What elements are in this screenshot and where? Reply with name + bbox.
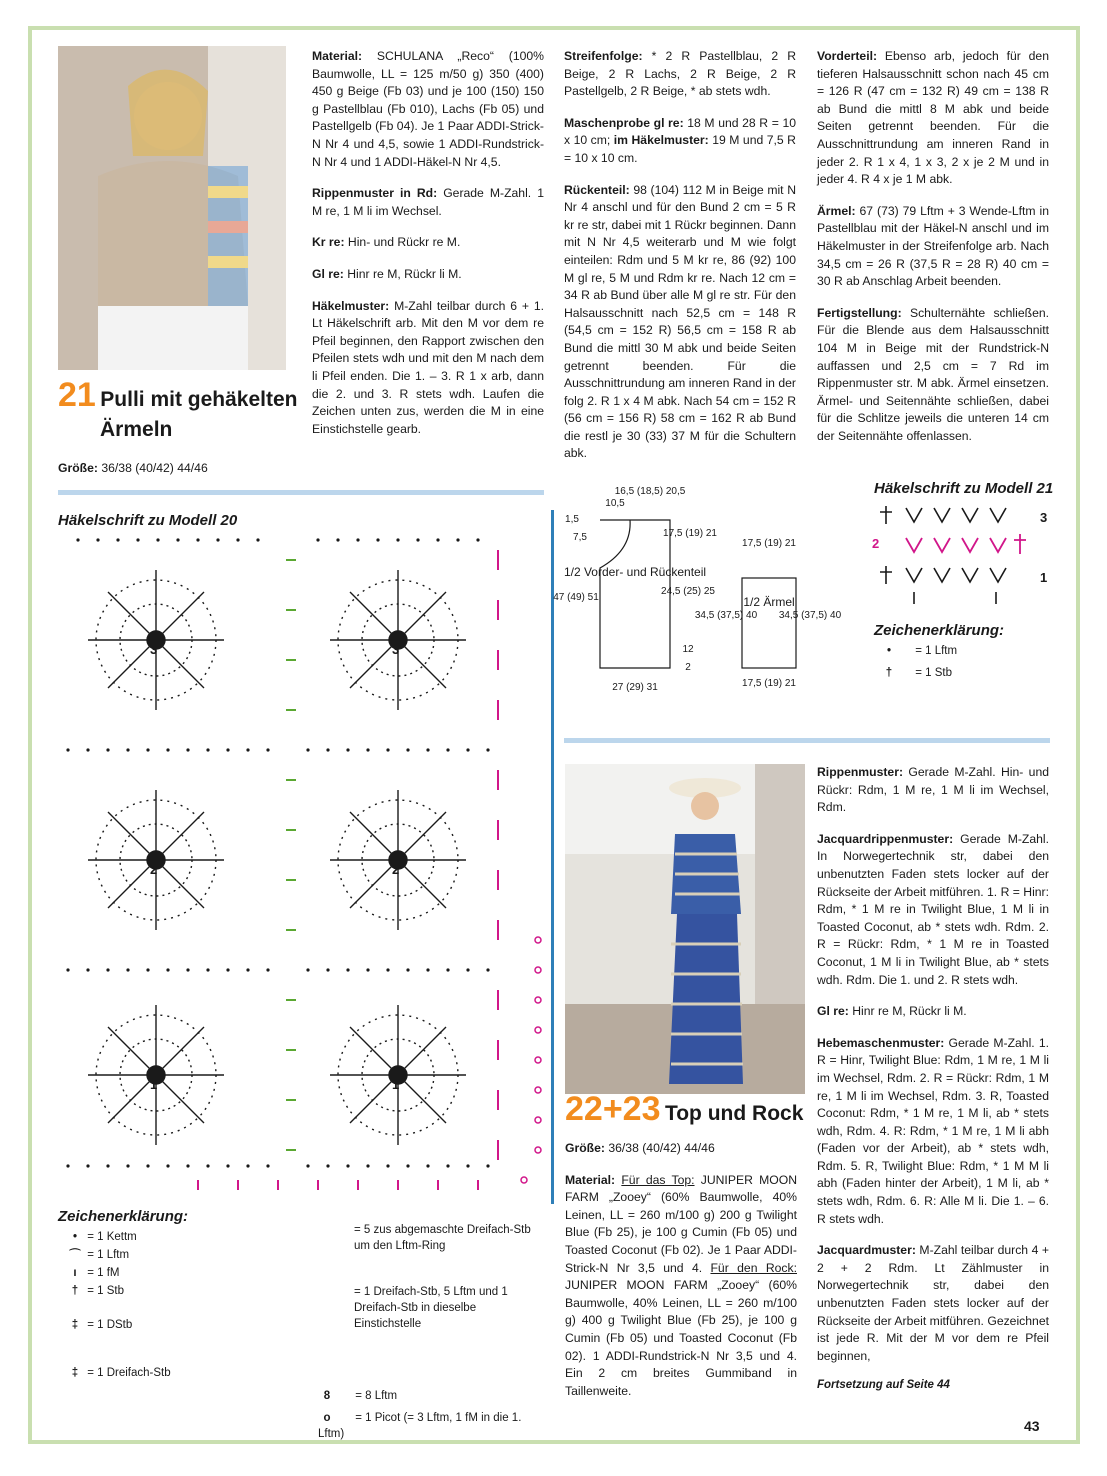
streifen-label: Streifenfolge:	[564, 49, 643, 63]
flower-mid-right	[330, 790, 466, 930]
legend-dreifach-group: = 1 Dreifach-Stb, 5 Lftm und 1 Dreifach-Stb in dieselbe Einstichstelle	[354, 1286, 508, 1330]
jacquardrippen-label: Jacquardrippenmuster:	[817, 831, 954, 846]
divider-right	[564, 738, 1050, 743]
schematic-diagram	[553, 480, 842, 710]
rippen-text: Gerade M-Zahl. 1 M re, 1 M li im Wechsel.	[312, 186, 544, 218]
legend-fm: ı = 1 fM	[73, 1267, 120, 1279]
jacquard-text: M-Zahl teilbar durch 4 + 2 + 2 Rdm. Lt Zählmuster in Norwegertechnik str, dabei den unbenutzten Faden stets locker auf der Rückseite der Arbeit mitführen. Gezeichnet ist jede R. Mit der M vor dem re Pfeil beginnen,	[817, 1243, 1049, 1363]
flower-top-right	[330, 570, 466, 710]
model22-gl-text: Hinr re M, Rückr li M.	[852, 1004, 967, 1019]
maschenprobe-text2: 19 M und 7,5 R = 10 x 10 cm.	[564, 133, 796, 165]
chart21-legend	[880, 640, 1040, 684]
model22-gl-label: Gl re:	[817, 1004, 849, 1019]
chart20-picots	[521, 937, 541, 1183]
dim-sleeve-top: 17,5 (19) 21	[742, 538, 796, 549]
fertig-label: Fertigstellung:	[817, 305, 902, 320]
divider-vertical	[551, 510, 554, 1204]
model22-col3	[565, 1140, 797, 1400]
model21-size-label: Größe:	[58, 461, 98, 475]
model21-title-line2: Ärmeln	[100, 418, 173, 441]
model21-col4	[817, 48, 1049, 459]
gl-text: Hinr re M, Rückr li M.	[347, 266, 462, 281]
kr-label: Kr re:	[312, 235, 345, 250]
model22-photo	[565, 764, 805, 1094]
chart21-legend-title: Zeichenerklärung:	[874, 622, 1005, 639]
dim-right-top: 17,5 (19) 21	[663, 528, 717, 539]
maschenprobe-label: Maschenprobe gl re:	[564, 115, 684, 130]
model21-col2	[312, 48, 544, 452]
material-label: Material:	[312, 49, 363, 63]
model21-size-value: 36/38 (40/42) 44/46	[101, 461, 208, 475]
legend-picot: o = 1 Picot (= 3 Lftm, 1 fM in die 1. Lftm)	[318, 1412, 522, 1440]
material-top-text: JUNIPER MOON FARM „Zooey“ (60% Baumwolle, 40% Leinen, LL = 260 m/100 g) 200 g Twilight Blue (Fb 25), je 100 g Cumin (Fb 05) und Toasted Coconut (Fb 02). Je 1 Paar ADDI-Strick-N Nr 3,5 und 4.	[565, 1172, 797, 1275]
aermel-text: 67 (73) 79 Lftm + 3 Wende-Lftm in Pastellblau mit der Häkel-N anschl und im Häkelmuster in der Streifenfolge arb. Nach 34,5 cm = 26 R (37,5 R = 28 R) 40 cm = 30 R ab Anschlag Arbeit beenden.	[817, 203, 1049, 289]
jacquard-label: Jacquardmuster:	[817, 1243, 916, 1258]
chart20-legend-right	[318, 1222, 544, 1442]
haekel-text: M-Zahl teilbar durch 6 + 1. Lt Häkelschrift arb. Mit den M vor dem re Pfeil beginnen, den Rapport zwischen den Pfeilen stets wdh und mit den M nach dem li Pfeil enden. Die 1. – 3. R 1 x arb, dann die 2. und 3. R stets wdh. Laufen die Zeichen unten zus, werden die M in eine Einstichstelle gearb.	[312, 298, 545, 436]
ruecken-text: 98 (104) 112 M in Beige mit N Nr 4 anschl und für den Bund 2 cm = 5 R kr re str, dabei mit 1 Rückr beginnen. Dann mit N Nr 4,5 weiterarb und M wie folgt einteilen: Rdm und 5 M kr re, 86 (92) 100 M gl re, 5 M und Rdm kr re. Nach 12 cm = 34 R ab Bund über alle M gl re str. Für den Halsausschnitt nach 52,5 cm = 148 R (54,5 cm = 152 R) 56,5 cm = 158 R ab Bund die mittl 30 M abk und beide Seiten getrennt beenden. Für die Ausschnittrundung am inneren Rand in der folg 2. R 1 x 4 M abk. Nach 54 cm = 152 R (56 cm = 156 R) 58 cm = 162 R ab Bund die restl je 30 (33) 37 M für die Schultern abk.	[564, 182, 796, 461]
legend-8lftm: 8 = 8 Lftm	[323, 1390, 398, 1402]
model22-rippen-label: Rippenmuster:	[817, 765, 903, 779]
gl-label: Gl re:	[312, 266, 344, 281]
dim-height: 47 (49) 51	[553, 592, 599, 603]
chart20-green-dashes	[286, 560, 296, 1150]
flower-mid-left	[88, 790, 224, 930]
model22-title	[565, 1090, 805, 1129]
hebe-text: Gerade M-Zahl. 1. R = Hinr, Twilight Blue: Rdm, 1 M re, 1 M li im Wechsel, Rdm. 2. R = Rückr: Rdm, 1 M re, 1 M li im Wechsel, Rdm. 3. R, Toasted Coconut: Rdm, * 1 M re, 1 M li, ab * stets wdh, Rdm. 4. R: Rdm, * 1 M re, 1 M li abh (Faden vor der Arbeit), ab * stets wdh, Rdm. 5. R, Twilight Blue: Rdm, * 1 M M li abh (Faden hinter der Arbeit), 1 M li, ab * stets wdh, Rdm. 6. R: Alle M li. Die 1. – 6. R stets wdh.	[817, 1035, 1049, 1226]
chart21-row-2: 2	[872, 536, 880, 551]
model21-size	[58, 460, 298, 478]
maschenprobe-text: 18 M und 28 R = 10 x 10 cm;	[564, 115, 796, 148]
dim-2: 2	[685, 662, 691, 673]
jacquardrippen-text: Gerade M-Zahl. In Norwegertechnik str, dabei den unbenutzten Faden stets locker auf der Rückseite der Arbeit mitführen. 1. R = Hinr: Rdm, * 1 M re in Twilight Blue, 1 M li in Toasted Coconut, ab * stets wdh. Rdm. 2. R = Rückr: Rdm, * 1 M re in Toasted Coconut, 1 M li in Twilight Blue, ab * stets wdh. Rdm. Die 1. und 2. R stets wdh.	[817, 831, 1049, 987]
aermel-label: Ärmel:	[817, 203, 856, 218]
legend-kettm: • = 1 Kettm	[72, 1231, 137, 1243]
model22-number: 22+23	[565, 1090, 661, 1128]
chart20-row-label-2: 3	[392, 642, 400, 657]
chart21-diagram	[870, 500, 1050, 610]
model21-title	[58, 376, 298, 445]
chart20-row-label-5: 1	[150, 1077, 158, 1092]
dim-12: 12	[682, 644, 694, 655]
material-rock-text: JUNIPER MOON FARM „Zooey“ (60% Baumwolle, 40% Leinen, LL = 260 m/100 g) 400 g Twilight Blue (Fb 25), je 100 g Cumin (Fb 05) und Toasted Coconut (Fb 02). 1 ADDI-Rundstrick-N Nr 3,5 und 4. Ein 2 cm breites Gummiband in Taillenweite.	[565, 1278, 797, 1398]
ruecken-label: Rückenteil:	[564, 182, 630, 197]
dim-top: 16,5 (18,5) 20,5	[614, 486, 686, 497]
chart20-title: Häkelschrift zu Modell 20	[58, 512, 238, 529]
model22-title-text: Top und Rock	[664, 1102, 804, 1125]
chart20-dots	[66, 538, 489, 1167]
flower-bottom-right	[330, 1005, 466, 1145]
maschenprobe-label2: im Häkelmuster:	[613, 133, 709, 148]
material-rock-label: Für den Rock:	[710, 1260, 797, 1275]
divider-left	[58, 490, 544, 495]
hebe-label: Hebemaschenmuster:	[817, 1035, 945, 1050]
model22-rippen-text: Gerade M-Zahl. Hin- und Rückr: Rdm, 1 M re, 1 M li im Wechsel, Rdm.	[817, 765, 1049, 815]
page-number: 43	[1024, 1418, 1040, 1434]
chart20-row-label-1: 3	[150, 642, 158, 657]
rippen-label: Rippenmuster in Rd:	[312, 186, 438, 201]
dim-24-5: 24,5 (25) 25	[661, 586, 715, 597]
model22-size-label: Größe:	[565, 1141, 605, 1155]
chart20-legend-title: Zeichenerklärung:	[58, 1208, 189, 1225]
chart20-flowers	[88, 570, 466, 1145]
dim-1-5: 1,5	[565, 514, 579, 525]
continue-note: Fortsetzung auf Seite 44	[817, 1379, 950, 1392]
vorder-text: Ebenso arb, jedoch für den tieferen Halsausschnitt schon nach 45 cm = 126 R (47 cm = 132 R) 49 cm = 138 R ab Bund die mittl 8 M abk und beide Seiten getrennt beenden. Für die Ausschnittrundung am inneren Rand in jeder 2. R 1 x 4, 1 x 3, 2 x je 2 M und in jeder 4. R 4 x je 1 M abk.	[817, 49, 1049, 187]
chart21-legend-lftm: • = 1 Lftm	[886, 645, 958, 657]
dim-sleeve-left: 34,5 (37,5) 40	[694, 610, 758, 621]
model21-number: 21	[58, 376, 96, 414]
schematic-sleeve-label: 1/2 Ärmel	[743, 595, 795, 609]
legend-stb: † = 1 Stb	[71, 1285, 124, 1297]
streifen-text: * 2 R Pastellblau, 2 R Beige, 2 R Lachs, 2 R Beige, 2 R Pastellgelb, 2 R Beige, * ab stets wdh.	[564, 49, 796, 99]
model22-material-label: Material:	[565, 1172, 616, 1187]
dim-sleeve-bottom: 17,5 (19) 21	[742, 678, 796, 689]
chart21-title: Häkelschrift zu Modell 21	[874, 480, 1054, 497]
material-text: SCHULANA „Reco“ (100% Baumwolle, LL = 125 m/50 g) 350 (400) 450 g Beige (Fb 03) und je 100 (150) 150 g Pastellblau (Fb 010), Lachs (Fb 05) und Pastellgelb (Fb 04). Je 1 Paar ADDI-Strick-N Nr 4 und 4,5, sowie 1 ADDI-Rundstrick-N Nr 4 und 1 ADDI-Häkel-N Nr 4,5.	[312, 49, 544, 169]
material-top-label: Für das Top:	[621, 1172, 695, 1187]
model21-photo	[58, 46, 286, 370]
vorder-label: Vorderteil:	[817, 49, 878, 63]
model21-col3	[564, 48, 796, 477]
dim-sleeve-right: 34,5 (37,5) 40	[778, 610, 842, 621]
chart20-diagram	[58, 530, 544, 1202]
dim-7-5: 7,5	[573, 532, 587, 543]
dim-10-5: 10,5	[605, 498, 625, 509]
legend-dreifach: ‡ = 1 Dreifach-Stb	[71, 1367, 171, 1379]
model22-size-value: 36/38 (40/42) 44/46	[608, 1141, 715, 1155]
legend-lftm: ⌒ = 1 Lftm	[69, 1249, 130, 1261]
legend-dstb: ‡ = 1 DStb	[71, 1319, 133, 1331]
haekel-label: Häkelmuster:	[312, 298, 390, 313]
dim-width: 27 (29) 31	[612, 682, 658, 693]
schematic-front-label: 1/2 Vorder- und Rückenteil	[563, 565, 707, 579]
chart21-row-3: 3	[1040, 510, 1048, 525]
model21-title-line1: Pulli mit gehäkelten	[100, 388, 298, 411]
flower-top-left	[88, 570, 224, 710]
chart21-row-1: 1	[1040, 570, 1048, 585]
chart20-legend-left	[66, 1228, 286, 1382]
chart20-pink-edge	[198, 550, 498, 1190]
model22-col4	[817, 764, 1049, 1409]
kr-text: Hin- und Rückr re M.	[347, 235, 461, 250]
chart20-row-label-6: 1	[392, 1077, 400, 1092]
flower-bottom-left	[88, 1005, 224, 1145]
chart20-row-label-3: 2	[150, 862, 158, 877]
legend-5zus: = 5 zus abgemaschte Dreifach-Stb um den Lftm-Ring	[354, 1224, 531, 1252]
chart21-legend-stb: † = 1 Stb	[885, 667, 952, 679]
fertig-text: Schulternähte schließen. Für die Blende aus dem Halsausschnitt 104 M in Beige mit der Rundstrick-N auffassen und 2,5 cm = 7 Rd im Rippenmuster str. M abk. Ärmel einsetzen. Ärmel- und Seitennähte schließen, dabei für die Schlitze jeweils die unteren 14 cm der Seitennähte offenlassen.	[817, 305, 1050, 443]
chart20-row-label-4: 2	[392, 862, 400, 877]
